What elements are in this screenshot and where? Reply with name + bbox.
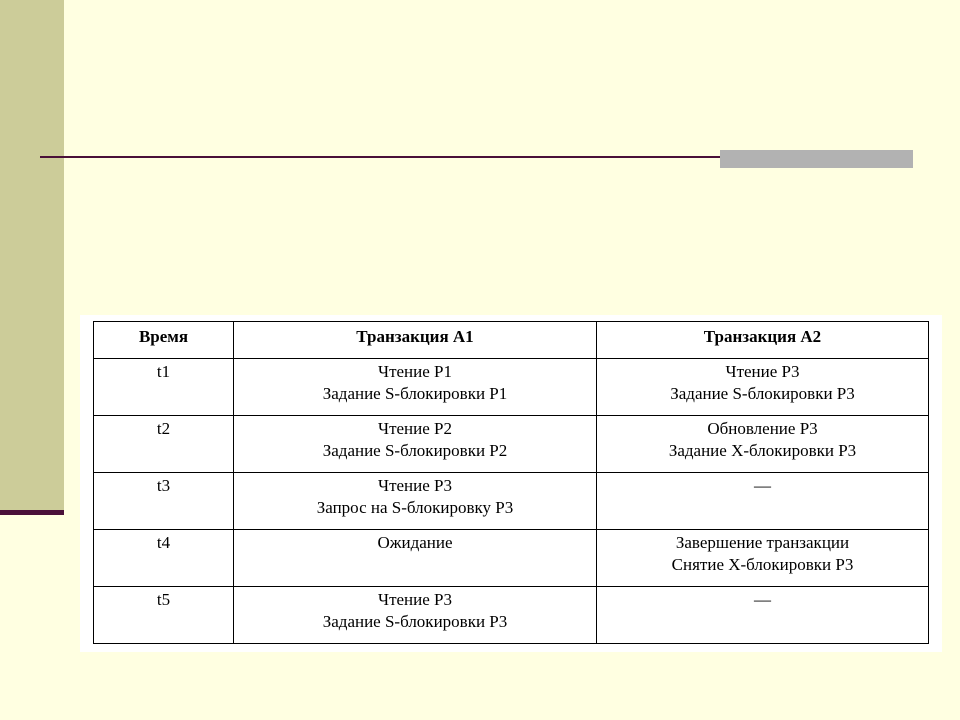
a2-cell: [597, 416, 929, 473]
time-cell: t4: [94, 530, 234, 587]
cell-line: Завершение транзакции: [675, 533, 850, 552]
header-transaction-a1: Транзакция А1: [234, 322, 597, 359]
table-row: [94, 587, 929, 644]
side-bar-base-line: [0, 510, 64, 515]
a1-cell: [234, 530, 597, 587]
cell-line: Задание S-блокировки Р1: [322, 384, 508, 403]
decorative-side-bar: [0, 0, 64, 512]
time-cell: t2: [94, 416, 234, 473]
a1-cell: [234, 473, 597, 530]
cell-line: Чтение Р1: [378, 362, 452, 381]
cell-line: Обновление Р3: [707, 419, 818, 438]
time-cell: t3: [94, 473, 234, 530]
table-row: [94, 473, 929, 530]
header-transaction-a2: Транзакция А2: [597, 322, 929, 359]
cell-line: —: [754, 590, 771, 609]
header-time: Время: [94, 322, 234, 359]
title-accent-block: [720, 150, 913, 168]
cell-line: Ожидание: [377, 533, 453, 552]
cell-line: Чтение Р2: [378, 419, 452, 438]
a1-cell: [234, 587, 597, 644]
cell-line: Чтение Р3: [378, 590, 452, 609]
cell-line: Запрос на S-блокировку Р3: [316, 498, 514, 517]
lock-schedule-table: [93, 321, 929, 644]
cell-line: Снятие X-блокировки Р3: [671, 555, 854, 574]
cell-line: —: [754, 476, 771, 495]
cell-line: Чтение Р3: [725, 362, 800, 381]
a2-cell: [597, 530, 929, 587]
time-cell: t1: [94, 359, 234, 416]
cell-line: Задание S-блокировки Р3: [670, 384, 855, 403]
cell-line: Задание S-блокировки Р2: [322, 441, 508, 460]
table-header-row: [94, 322, 929, 359]
a2-cell: [597, 359, 929, 416]
table-row: [94, 530, 929, 587]
a2-cell: [597, 587, 929, 644]
cell-line: Задание X-блокировки Р3: [668, 441, 857, 460]
cell-line: Задание S-блокировки Р3: [322, 612, 508, 631]
table-row: [94, 359, 929, 416]
a2-cell: [597, 473, 929, 530]
a1-cell: [234, 416, 597, 473]
time-cell: t5: [94, 587, 234, 644]
cell-line: Чтение Р3: [378, 476, 452, 495]
table-row: [94, 416, 929, 473]
a1-cell: [234, 359, 597, 416]
